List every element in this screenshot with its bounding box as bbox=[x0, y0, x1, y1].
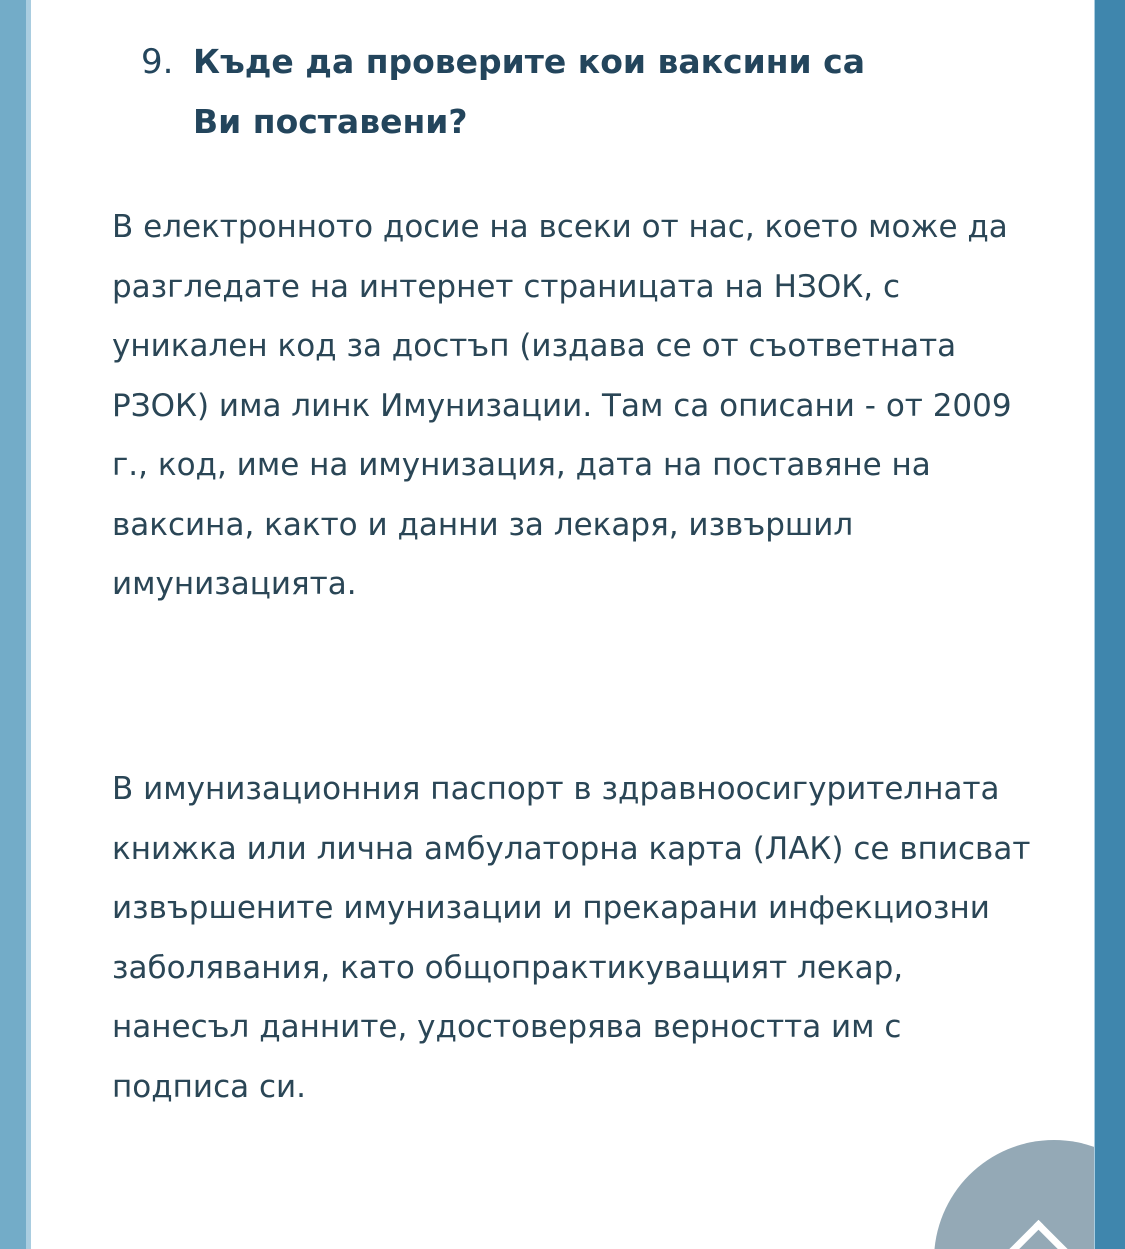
answer-paragraph-immunization-passport: В имунизационния паспорт в здравноосигурителната книжка или лична амбулаторна карта (ЛАК) се вписват извършените имунизации и прекарани инфекциозни заболявания, като общопрактикуващият лекар, нанесъл данните, удостоверява верността им с подписа си. bbox=[112, 771, 1031, 1105]
scroll-to-top-button[interactable] bbox=[934, 1140, 1094, 1249]
question-title: Къде да проверите кои ваксини са Ви поставени? bbox=[193, 42, 865, 141]
chevron-up-icon bbox=[1004, 1220, 1073, 1249]
question-number: 9. bbox=[141, 42, 174, 82]
article-content bbox=[31, 0, 1094, 1249]
answer-paragraph-electronic-record: В електронното досие на всеки от нас, което може да разгледате на интернет страницата на НЗОК, с уникален код за достъп (издава се от съответната РЗОК) има линк Имунизации. Там са описани - от 2009 г., код, име на имунизация, дата на поставяне на ваксина, както и данни за лекаря, извършил имунизацията. bbox=[112, 209, 1012, 602]
right-frame-edge bbox=[1095, 0, 1125, 1249]
faq-question-item bbox=[141, 32, 941, 152]
